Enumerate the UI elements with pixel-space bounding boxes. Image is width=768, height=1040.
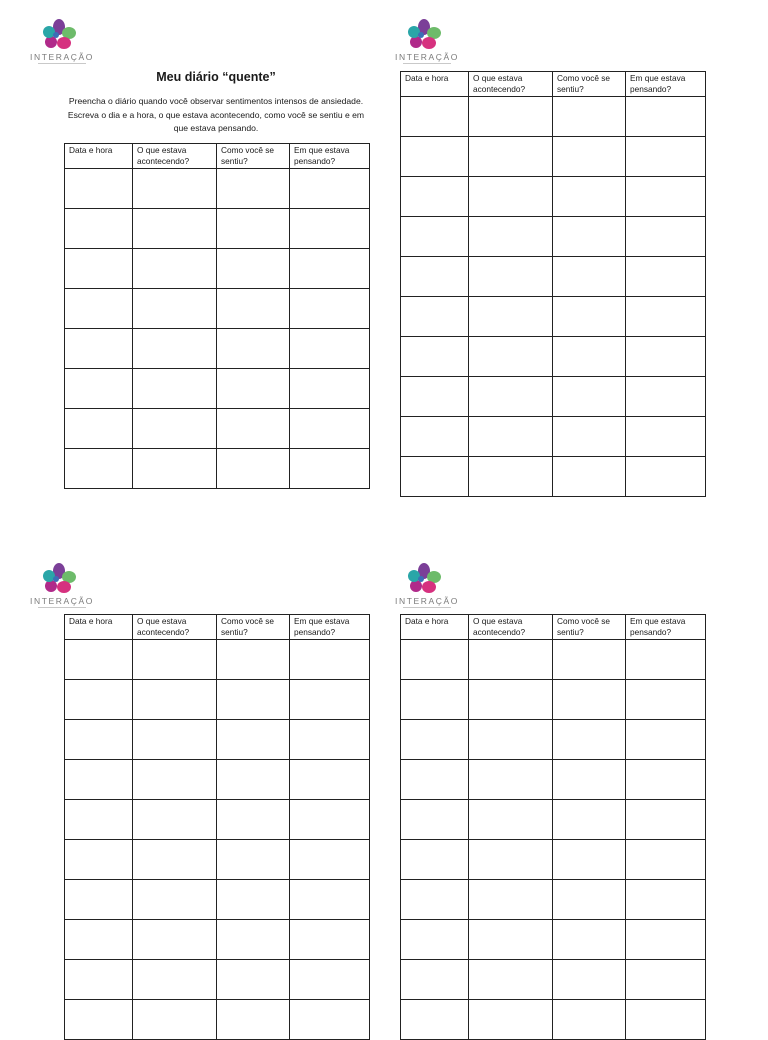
cell-feeling[interactable]: [553, 760, 626, 800]
cell-thoughts[interactable]: [626, 720, 706, 760]
cell-situation[interactable]: [469, 760, 553, 800]
cell-thoughts[interactable]: [626, 920, 706, 960]
column-header-feeling: Como você se sentiu?: [217, 144, 290, 169]
column-header-thoughts: Em que estava pensando?: [626, 72, 706, 97]
cell-date[interactable]: [401, 217, 469, 257]
cell-situation[interactable]: [469, 337, 553, 377]
table-row: [65, 449, 370, 489]
cell-thoughts[interactable]: [290, 249, 370, 289]
cell-thoughts[interactable]: [290, 920, 370, 960]
cell-situation[interactable]: [469, 97, 553, 137]
cell-date[interactable]: [65, 369, 133, 409]
cell-feeling[interactable]: [553, 640, 626, 680]
cell-date[interactable]: [401, 960, 469, 1000]
table-row: [401, 840, 706, 880]
cell-date[interactable]: [65, 680, 133, 720]
column-header-thoughts: Em que estava pensando?: [290, 615, 370, 640]
table-row: [401, 640, 706, 680]
cell-date[interactable]: [401, 257, 469, 297]
cell-situation[interactable]: [469, 920, 553, 960]
logo-brand-text: INTERAÇÃO: [395, 596, 459, 606]
column-header-date: Data e hora: [65, 144, 133, 169]
cell-situation[interactable]: [469, 297, 553, 337]
table-row: [65, 329, 370, 369]
table-row: [65, 169, 370, 209]
column-header-feeling: Como você se sentiu?: [217, 615, 290, 640]
cell-situation[interactable]: [133, 840, 217, 880]
cell-situation[interactable]: [469, 257, 553, 297]
cell-feeling[interactable]: [217, 209, 290, 249]
table-row: [401, 457, 706, 497]
cell-situation[interactable]: [133, 800, 217, 840]
cell-situation[interactable]: [469, 680, 553, 720]
cell-situation[interactable]: [469, 720, 553, 760]
cell-thoughts[interactable]: [626, 377, 706, 417]
cell-date[interactable]: [65, 720, 133, 760]
cell-situation[interactable]: [133, 369, 217, 409]
cell-thoughts[interactable]: [626, 297, 706, 337]
logo-brand-text: INTERAÇÃO: [30, 52, 94, 62]
cell-thoughts[interactable]: [626, 457, 706, 497]
cell-date[interactable]: [401, 640, 469, 680]
cell-feeling[interactable]: [553, 720, 626, 760]
cell-date[interactable]: [65, 169, 133, 209]
table-row: [65, 720, 370, 760]
cell-thoughts[interactable]: [626, 840, 706, 880]
cell-thoughts[interactable]: [626, 800, 706, 840]
cell-feeling[interactable]: [217, 800, 290, 840]
flower-logo-icon: [40, 562, 78, 596]
cell-thoughts[interactable]: [290, 800, 370, 840]
logo-bottom-right: [395, 562, 459, 610]
table-row: [65, 409, 370, 449]
cell-date[interactable]: [401, 800, 469, 840]
cell-date[interactable]: [401, 97, 469, 137]
cell-date[interactable]: [401, 417, 469, 457]
column-header-feeling: Como você se sentiu?: [553, 615, 626, 640]
cell-situation[interactable]: [469, 640, 553, 680]
cell-date[interactable]: [65, 880, 133, 920]
cell-situation[interactable]: [133, 720, 217, 760]
cell-situation[interactable]: [469, 840, 553, 880]
cell-situation[interactable]: [133, 880, 217, 920]
cell-feeling[interactable]: [553, 217, 626, 257]
cell-situation[interactable]: [133, 249, 217, 289]
page-title: Meu diário “quente”: [156, 70, 276, 84]
cell-situation[interactable]: [133, 1000, 217, 1040]
cell-date[interactable]: [401, 760, 469, 800]
column-header-situation: O que estava acontecendo?: [133, 144, 217, 169]
cell-feeling[interactable]: [217, 249, 290, 289]
cell-feeling[interactable]: [217, 329, 290, 369]
cell-feeling[interactable]: [217, 169, 290, 209]
table-row: [65, 640, 370, 680]
logo-tagline: [403, 607, 451, 608]
cell-situation[interactable]: [133, 640, 217, 680]
cell-feeling[interactable]: [217, 760, 290, 800]
column-header-feeling: Como você se sentiu?: [553, 72, 626, 97]
cell-date[interactable]: [401, 137, 469, 177]
logo-tagline: [38, 607, 86, 608]
cell-date[interactable]: [401, 297, 469, 337]
table-row: [401, 337, 706, 377]
cell-thoughts[interactable]: [290, 209, 370, 249]
cell-feeling[interactable]: [553, 840, 626, 880]
column-header-date: Data e hora: [401, 72, 469, 97]
cell-situation[interactable]: [469, 417, 553, 457]
cell-feeling[interactable]: [217, 640, 290, 680]
cell-date[interactable]: [401, 880, 469, 920]
diary-table-3: [64, 614, 370, 1040]
cell-thoughts[interactable]: [626, 417, 706, 457]
table-row: [401, 720, 706, 760]
logo-top-left: [30, 18, 94, 66]
cell-feeling[interactable]: [217, 880, 290, 920]
cell-date[interactable]: [65, 449, 133, 489]
table-row: [401, 760, 706, 800]
diary-table-1: [64, 143, 370, 489]
cell-thoughts[interactable]: [626, 257, 706, 297]
cell-feeling[interactable]: [553, 377, 626, 417]
cell-date[interactable]: [65, 920, 133, 960]
cell-thoughts[interactable]: [290, 640, 370, 680]
logo-brand-text: INTERAÇÃO: [395, 52, 459, 62]
table-row: [401, 960, 706, 1000]
table-row: [401, 177, 706, 217]
cell-date[interactable]: [65, 640, 133, 680]
cell-thoughts[interactable]: [290, 680, 370, 720]
cell-feeling[interactable]: [553, 257, 626, 297]
cell-situation[interactable]: [469, 177, 553, 217]
cell-situation[interactable]: [469, 217, 553, 257]
cell-thoughts[interactable]: [290, 289, 370, 329]
cell-thoughts[interactable]: [290, 409, 370, 449]
cell-thoughts[interactable]: [626, 337, 706, 377]
cell-situation[interactable]: [133, 449, 217, 489]
cell-situation[interactable]: [133, 329, 217, 369]
cell-feeling[interactable]: [217, 449, 290, 489]
cell-date[interactable]: [65, 840, 133, 880]
cell-feeling[interactable]: [553, 1000, 626, 1040]
cell-thoughts[interactable]: [626, 880, 706, 920]
cell-situation[interactable]: [469, 1000, 553, 1040]
flower-logo-icon: [405, 562, 443, 596]
table-row: [401, 880, 706, 920]
cell-thoughts[interactable]: [290, 329, 370, 369]
cell-date[interactable]: [401, 377, 469, 417]
cell-feeling[interactable]: [553, 920, 626, 960]
cell-date[interactable]: [401, 1000, 469, 1040]
cell-thoughts[interactable]: [290, 840, 370, 880]
table-row: [65, 880, 370, 920]
cell-thoughts[interactable]: [290, 960, 370, 1000]
table-row: [65, 369, 370, 409]
diary-table-2: [400, 71, 706, 497]
cell-situation[interactable]: [133, 920, 217, 960]
cell-thoughts[interactable]: [290, 880, 370, 920]
cell-date[interactable]: [65, 960, 133, 1000]
logo-bottom-left: [30, 562, 94, 610]
cell-thoughts[interactable]: [626, 640, 706, 680]
cell-situation[interactable]: [469, 800, 553, 840]
cell-thoughts[interactable]: [290, 1000, 370, 1040]
cell-situation[interactable]: [469, 457, 553, 497]
table-row: [401, 217, 706, 257]
cell-situation[interactable]: [469, 960, 553, 1000]
table-row: [65, 289, 370, 329]
cell-thoughts[interactable]: [626, 760, 706, 800]
cell-date[interactable]: [401, 457, 469, 497]
cell-feeling[interactable]: [217, 840, 290, 880]
cell-thoughts[interactable]: [626, 177, 706, 217]
cell-feeling[interactable]: [217, 1000, 290, 1040]
column-header-situation: O que estava acontecendo?: [469, 615, 553, 640]
cell-thoughts[interactable]: [290, 449, 370, 489]
cell-feeling[interactable]: [553, 177, 626, 217]
column-header-thoughts: Em que estava pensando?: [290, 144, 370, 169]
table-row: [401, 97, 706, 137]
table-row: [401, 800, 706, 840]
cell-thoughts[interactable]: [626, 137, 706, 177]
table-row: [65, 249, 370, 289]
cell-thoughts[interactable]: [626, 680, 706, 720]
cell-situation[interactable]: [133, 169, 217, 209]
table-row: [65, 840, 370, 880]
table-row: [401, 297, 706, 337]
table-row: [65, 1000, 370, 1040]
cell-feeling[interactable]: [217, 920, 290, 960]
cell-situation[interactable]: [133, 760, 217, 800]
column-header-situation: O que estava acontecendo?: [133, 615, 217, 640]
logo-tagline: [403, 63, 451, 64]
flower-logo-icon: [405, 18, 443, 52]
cell-thoughts[interactable]: [626, 960, 706, 1000]
cell-date[interactable]: [401, 680, 469, 720]
table-row: [401, 920, 706, 960]
table-row: [65, 209, 370, 249]
table-row: [401, 1000, 706, 1040]
cell-thoughts[interactable]: [626, 1000, 706, 1040]
cell-date[interactable]: [65, 209, 133, 249]
table-row: [65, 960, 370, 1000]
cell-date[interactable]: [65, 289, 133, 329]
column-header-date: Data e hora: [65, 615, 133, 640]
table-row: [65, 760, 370, 800]
cell-feeling[interactable]: [217, 369, 290, 409]
column-header-thoughts: Em que estava pensando?: [626, 615, 706, 640]
cell-feeling[interactable]: [553, 97, 626, 137]
cell-feeling[interactable]: [553, 417, 626, 457]
logo-tagline: [38, 63, 86, 64]
cell-thoughts[interactable]: [290, 720, 370, 760]
cell-thoughts[interactable]: [626, 217, 706, 257]
cell-date[interactable]: [65, 409, 133, 449]
logo-top-right: [395, 18, 459, 66]
table-row: [401, 680, 706, 720]
cell-feeling[interactable]: [217, 720, 290, 760]
cell-feeling[interactable]: [217, 960, 290, 1000]
cell-date[interactable]: [65, 249, 133, 289]
cell-feeling[interactable]: [553, 137, 626, 177]
cell-thoughts[interactable]: [290, 369, 370, 409]
cell-date[interactable]: [65, 800, 133, 840]
table-row: [65, 680, 370, 720]
cell-thoughts[interactable]: [290, 760, 370, 800]
cell-thoughts[interactable]: [626, 97, 706, 137]
instructions-text: Preencha o diário quando você observar sentimentos intensos de ansiedade. Escreva o dia e a hora, o que estava acontecendo, como você se sentiu e em que estava pensando.: [67, 96, 365, 133]
cell-feeling[interactable]: [217, 289, 290, 329]
logo-brand-text: INTERAÇÃO: [30, 596, 94, 606]
cell-date[interactable]: [401, 177, 469, 217]
table-row: [65, 800, 370, 840]
cell-situation[interactable]: [469, 137, 553, 177]
cell-situation[interactable]: [133, 289, 217, 329]
cell-date[interactable]: [65, 760, 133, 800]
table-row: [401, 257, 706, 297]
column-header-situation: O que estava acontecendo?: [469, 72, 553, 97]
cell-situation[interactable]: [133, 409, 217, 449]
cell-feeling[interactable]: [553, 297, 626, 337]
cell-situation[interactable]: [469, 377, 553, 417]
cell-feeling[interactable]: [553, 880, 626, 920]
cell-date[interactable]: [401, 720, 469, 760]
cell-feeling[interactable]: [553, 457, 626, 497]
flower-logo-icon: [40, 18, 78, 52]
cell-situation[interactable]: [133, 680, 217, 720]
cell-thoughts[interactable]: [290, 169, 370, 209]
cell-date[interactable]: [401, 920, 469, 960]
cell-feeling[interactable]: [553, 960, 626, 1000]
cell-date[interactable]: [65, 1000, 133, 1040]
cell-date[interactable]: [401, 840, 469, 880]
cell-date[interactable]: [65, 329, 133, 369]
cell-feeling[interactable]: [217, 409, 290, 449]
cell-date[interactable]: [401, 337, 469, 377]
cell-feeling[interactable]: [553, 800, 626, 840]
table-row: [65, 920, 370, 960]
cell-feeling[interactable]: [217, 680, 290, 720]
table-row: [401, 417, 706, 457]
cell-situation[interactable]: [469, 880, 553, 920]
diary-table-4: [400, 614, 706, 1040]
cell-feeling[interactable]: [553, 337, 626, 377]
cell-situation[interactable]: [133, 209, 217, 249]
cell-feeling[interactable]: [553, 680, 626, 720]
table-row: [401, 137, 706, 177]
column-header-date: Data e hora: [401, 615, 469, 640]
cell-situation[interactable]: [133, 960, 217, 1000]
table-row: [401, 377, 706, 417]
